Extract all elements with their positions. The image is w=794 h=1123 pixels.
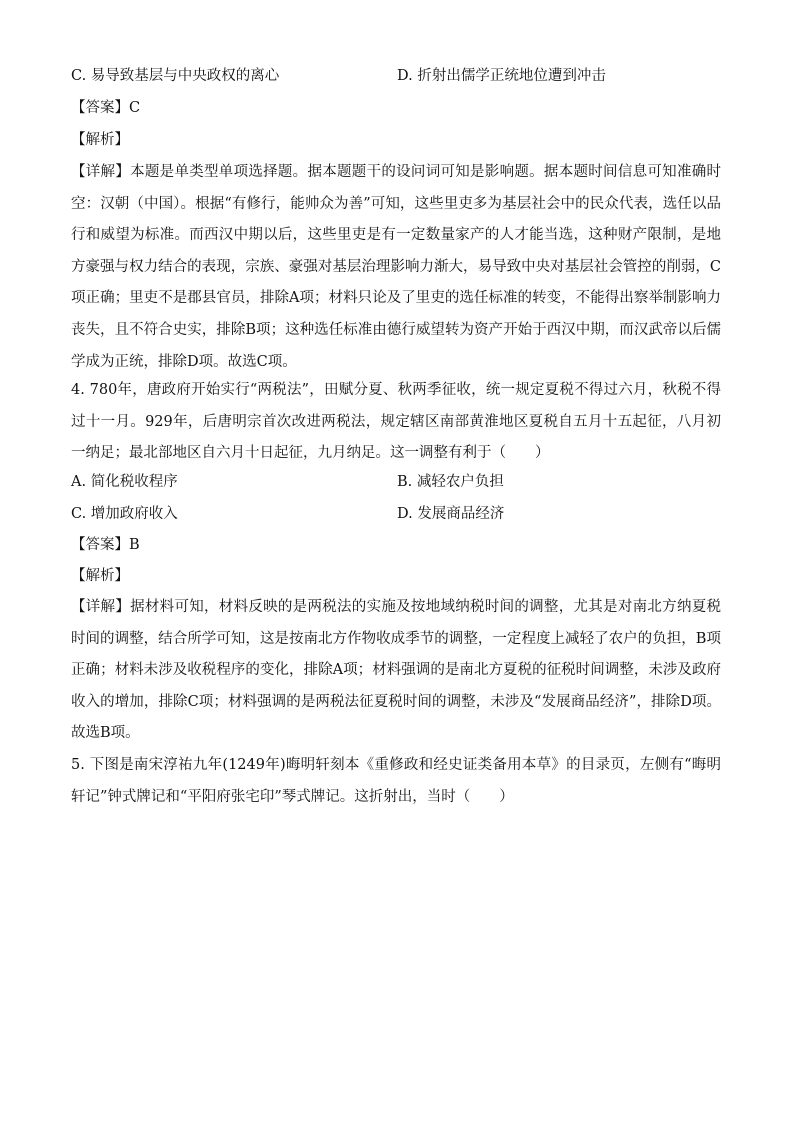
q4-analysis-label: 【解析】 [71,568,129,584]
q4-option-d: D. 发展商品经济 [397,506,505,522]
q4-answer: 【答案】B [71,537,140,553]
q3-option-c: C. 易导致基层与中央政权的离心 [71,68,280,84]
q4-option-c: C. 增加政府收入 [71,506,178,522]
q3-answer: 【答案】C [71,100,141,116]
q3-option-d: D. 折射出儒学正统地位遭到冲击 [397,68,606,84]
q4-option-b: B. 减轻农户负担 [397,474,504,490]
q3-detail: 【详解】本题是单类型单项选择题。据本题题干的设问词可知是影响题。据本题时间信息可知准确时空：汉朝（中国）。根据“有修行，能帅众为善”可知，这些里吏多为基层社会中的民众代表，选任以品行和威望为标准。而西汉中期以后，这些里吏是有一定数量家产的人才能当选，这种财产限制，是地方豪强与权力结合的表现，宗族、豪强对基层治理影响力渐大，易导致中央对基层社会管控的削弱，C项正确；里吏不是郡县官员，排除A项；材料只论及了里吏的选任标准的转变，不能得出察举制影响力丧失，且不符合史实，排除B项；这种选任标准由德行威望转为资产开始于西汉中期，而汉武帝以后儒学成为正统，排除D项。故选C项。 [71,164,721,370]
q4-option-a: A. 简化税收程序 [71,474,178,490]
q4-stem: 4. 780年，唐政府开始实行“两税法”，田赋分夏、秋两季征收，统一规定夏税不得过六月，秋税不得过十一月。929年，后唐明宗首次改进两税法，规定辖区南部黄淮地区夏税自五月十五起征，八月初一纳足；最北部地区自六月十日起征，九月纳足。这一调整有利于（ ） [71,382,721,462]
q3-analysis-label: 【解析】 [71,132,129,148]
q5-stem: 5. 下图是南宋淳祐九年(1249年)晦明轩刻本《重修政和经史证类备用本草》的目录页，左侧有“晦明轩记”钟式牌记和“平阳府张宅印”琴式牌记。这折射出，当时（ ） [71,757,721,805]
q4-detail: 【详解】据材料可知，材料反映的是两税法的实施及按地域纳税时间的调整，尤其是对南北方纳夏税时间的调整，结合所学可知，这是按南北方作物收成季节的调整，一定程度上减轻了农户的负担，B项正确；材料未涉及收税程序的变化，排除A项；材料强调的是南北方夏税的征税时间调整，未涉及政府收入的增加，排除C项；材料强调的是两税法征夏税时间的调整，未涉及“发展商品经济”，排除D项。故选B项。 [71,599,721,742]
